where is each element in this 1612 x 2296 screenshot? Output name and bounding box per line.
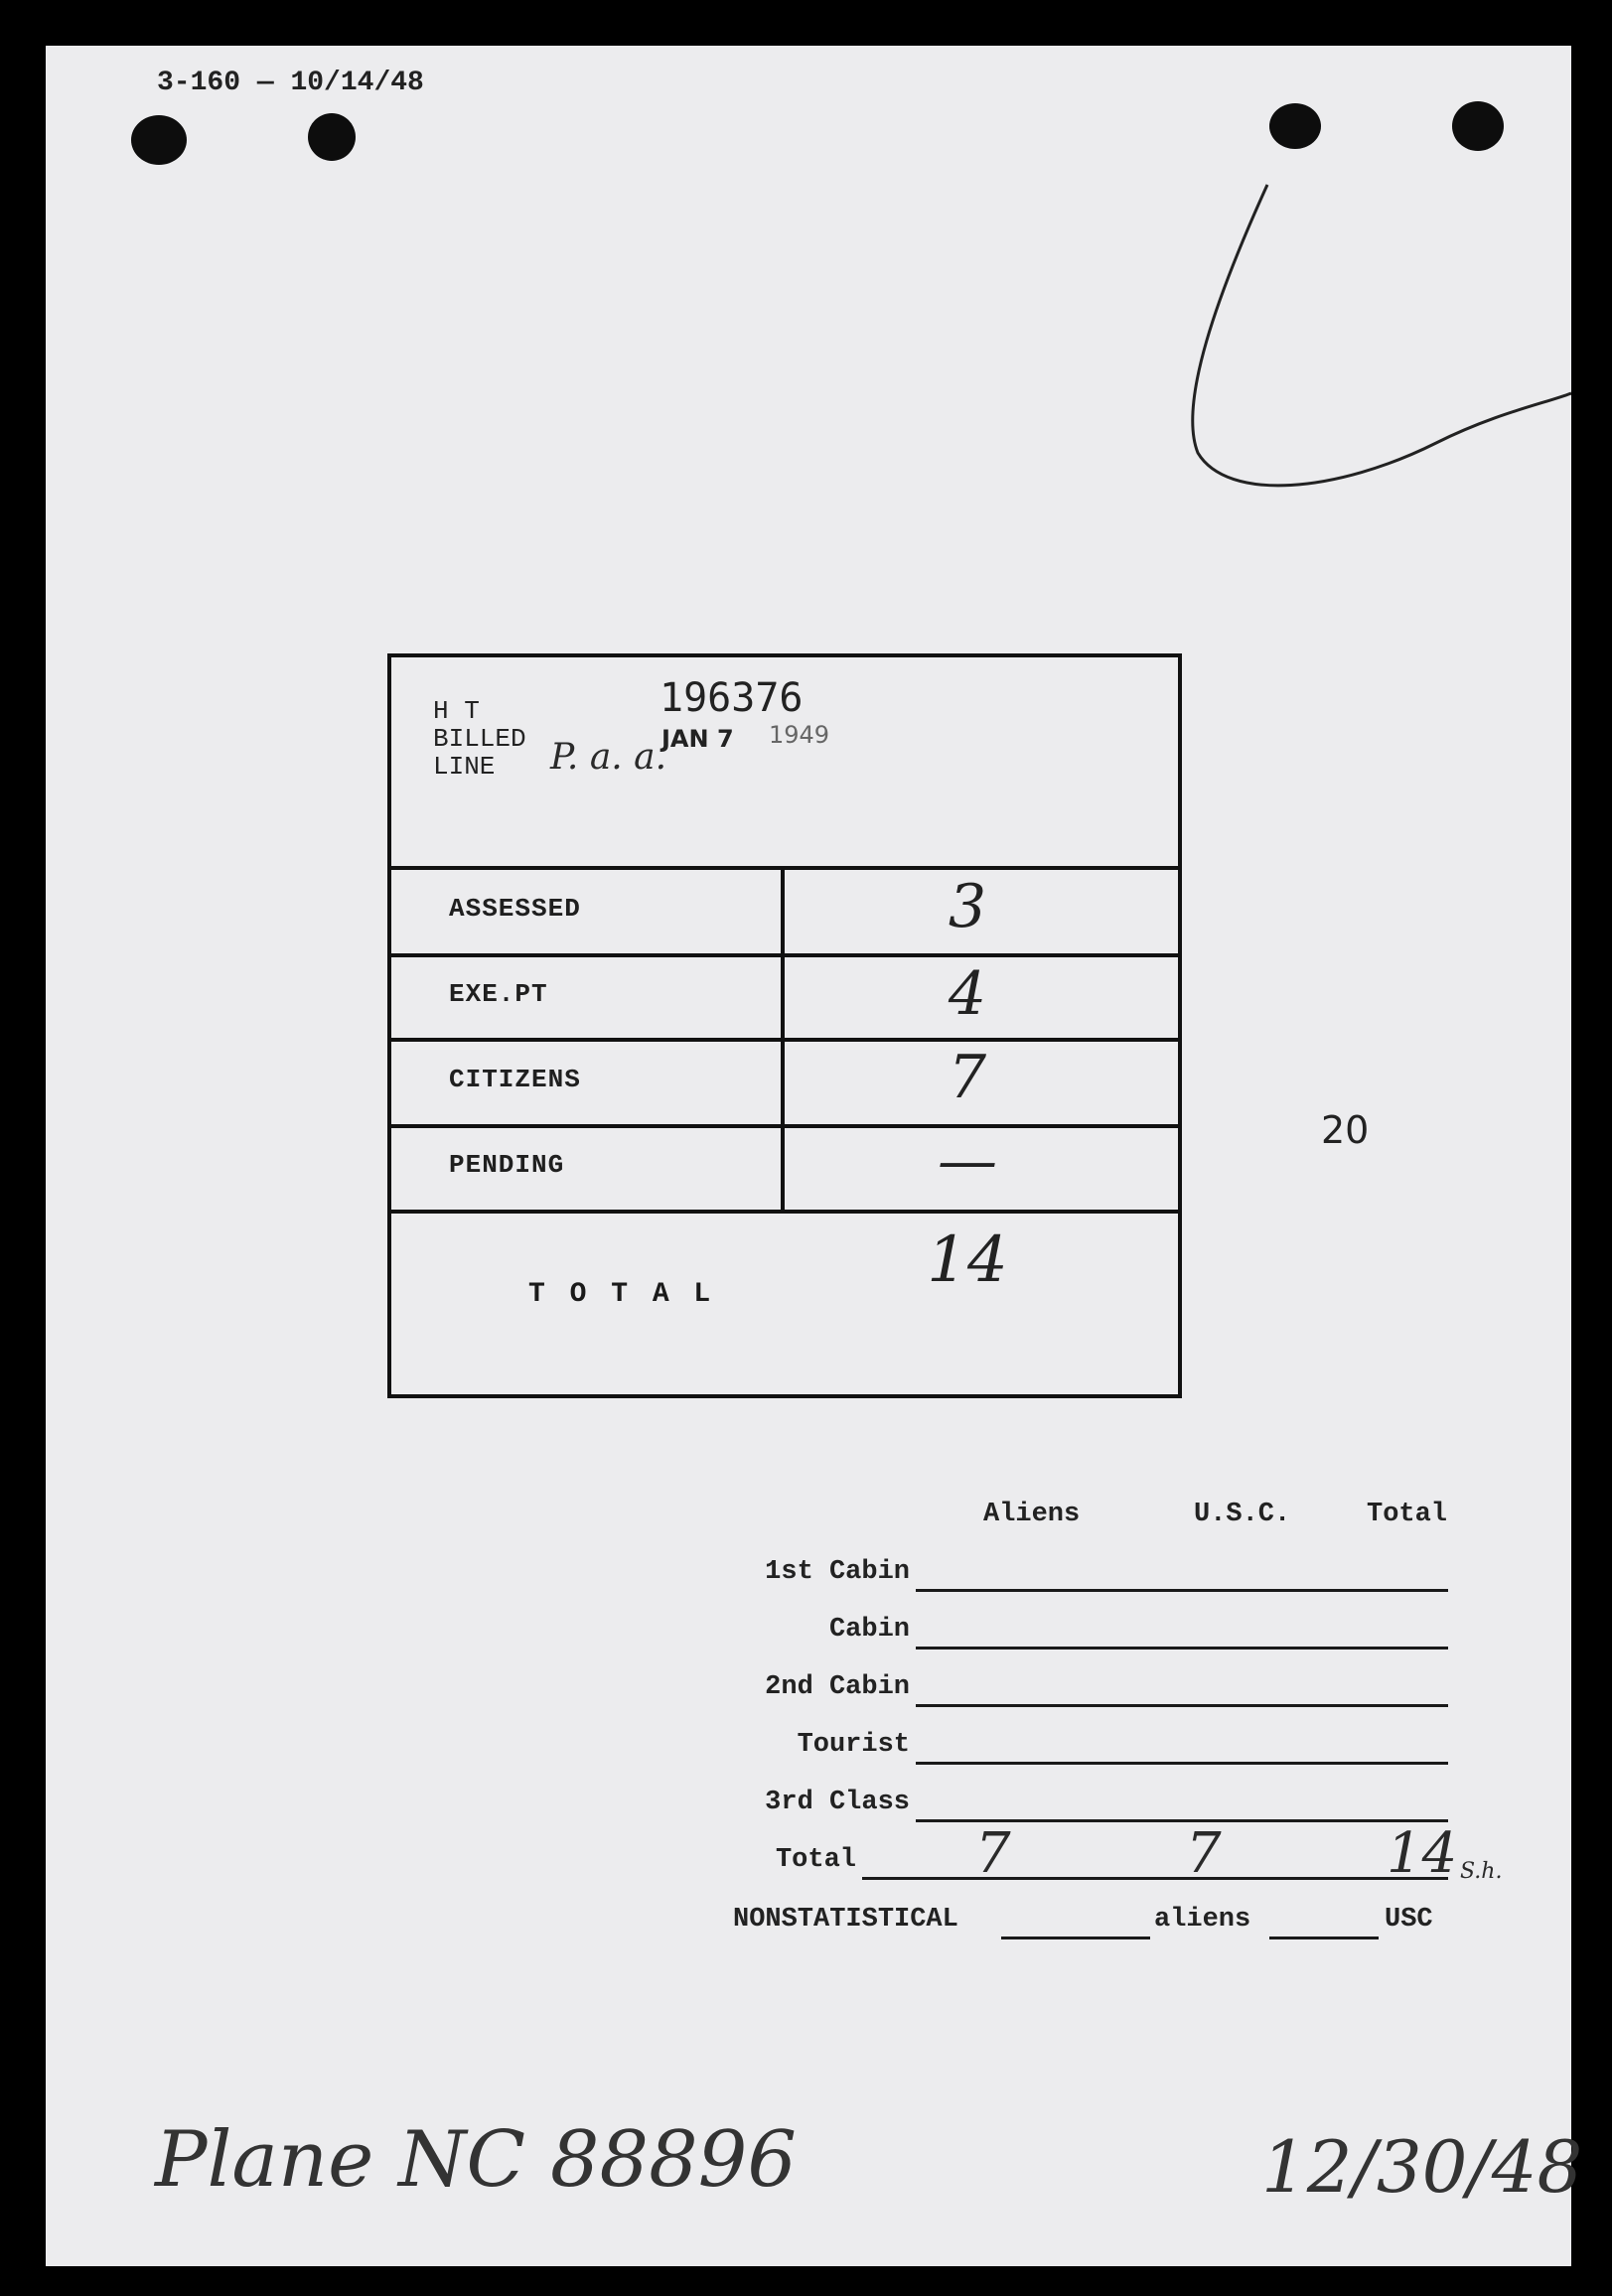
form-id: 3-160 — 10/14/48 [157, 68, 424, 98]
punch-hole-right-2 [1452, 101, 1504, 151]
nonstat-label: NONSTATISTICAL [733, 1905, 958, 1935]
stamp-number: 196376 [659, 675, 804, 721]
total-note: S.h. [1460, 1859, 1503, 1884]
pending-label: PENDING [449, 1150, 565, 1180]
stamp-year: 1949 [769, 721, 830, 749]
row-label-3rd-class: 3rd Class [765, 1788, 910, 1817]
row-line-tourist [916, 1762, 1448, 1765]
pending-value: — [938, 1126, 997, 1196]
total-aliens-value: 7 [975, 1821, 1011, 1886]
row-line-2nd-cabin [916, 1704, 1448, 1707]
citizens-value: 7 [948, 1043, 987, 1112]
billed-label: BILLED [433, 724, 526, 754]
stamp-date: JAN 7 [661, 725, 734, 753]
total-usc-value: 7 [1186, 1821, 1222, 1886]
ht-label: H T [433, 696, 480, 726]
plane-note: Plane NC 88896 [155, 2115, 797, 2205]
total-label: T O T A L [528, 1279, 715, 1310]
line-label: LINE [433, 752, 496, 782]
nonstat-line-2 [1269, 1937, 1379, 1939]
nonstat-usc-label: USC [1385, 1905, 1433, 1935]
punch-hole-right-1 [1269, 103, 1321, 149]
exempt-value: 4 [948, 959, 987, 1029]
row-label-2nd-cabin: 2nd Cabin [765, 1672, 910, 1702]
row-line-total [862, 1877, 1448, 1880]
row-label-1st-cabin: 1st Cabin [765, 1557, 910, 1587]
check-mark-stroke [1138, 175, 1571, 512]
tally-box [387, 653, 1182, 1398]
punch-hole-left-1 [131, 115, 187, 165]
col-head-total: Total [1367, 1500, 1448, 1529]
row-label-cabin: Cabin [828, 1615, 910, 1645]
assessed-value: 3 [948, 872, 987, 941]
exempt-label: EXE.PT [449, 979, 548, 1009]
total-total-value: 14 [1387, 1821, 1458, 1886]
punch-hole-left-2 [308, 113, 356, 161]
row-label-tourist: Tourist [797, 1730, 910, 1760]
row-label-total: Total [775, 1845, 856, 1875]
row-line-cabin [916, 1647, 1448, 1650]
date-note: 12/30/48 [1261, 2125, 1583, 2209]
assessed-label: ASSESSED [449, 894, 581, 924]
side-number: 20 [1321, 1108, 1370, 1152]
stamp-labels [433, 697, 526, 781]
nonstat-aliens-label: aliens [1154, 1905, 1251, 1935]
col-head-aliens: Aliens [983, 1500, 1081, 1529]
total-value: 14 [927, 1223, 1008, 1297]
citizens-label: CITIZENS [449, 1065, 581, 1094]
nonstat-line-1 [1001, 1937, 1150, 1939]
document-page [46, 46, 1583, 2266]
row-line-1st-cabin [916, 1589, 1448, 1592]
col-head-usc: U.S.C. [1194, 1500, 1291, 1529]
line-handwritten: P. a. a. [550, 737, 667, 778]
